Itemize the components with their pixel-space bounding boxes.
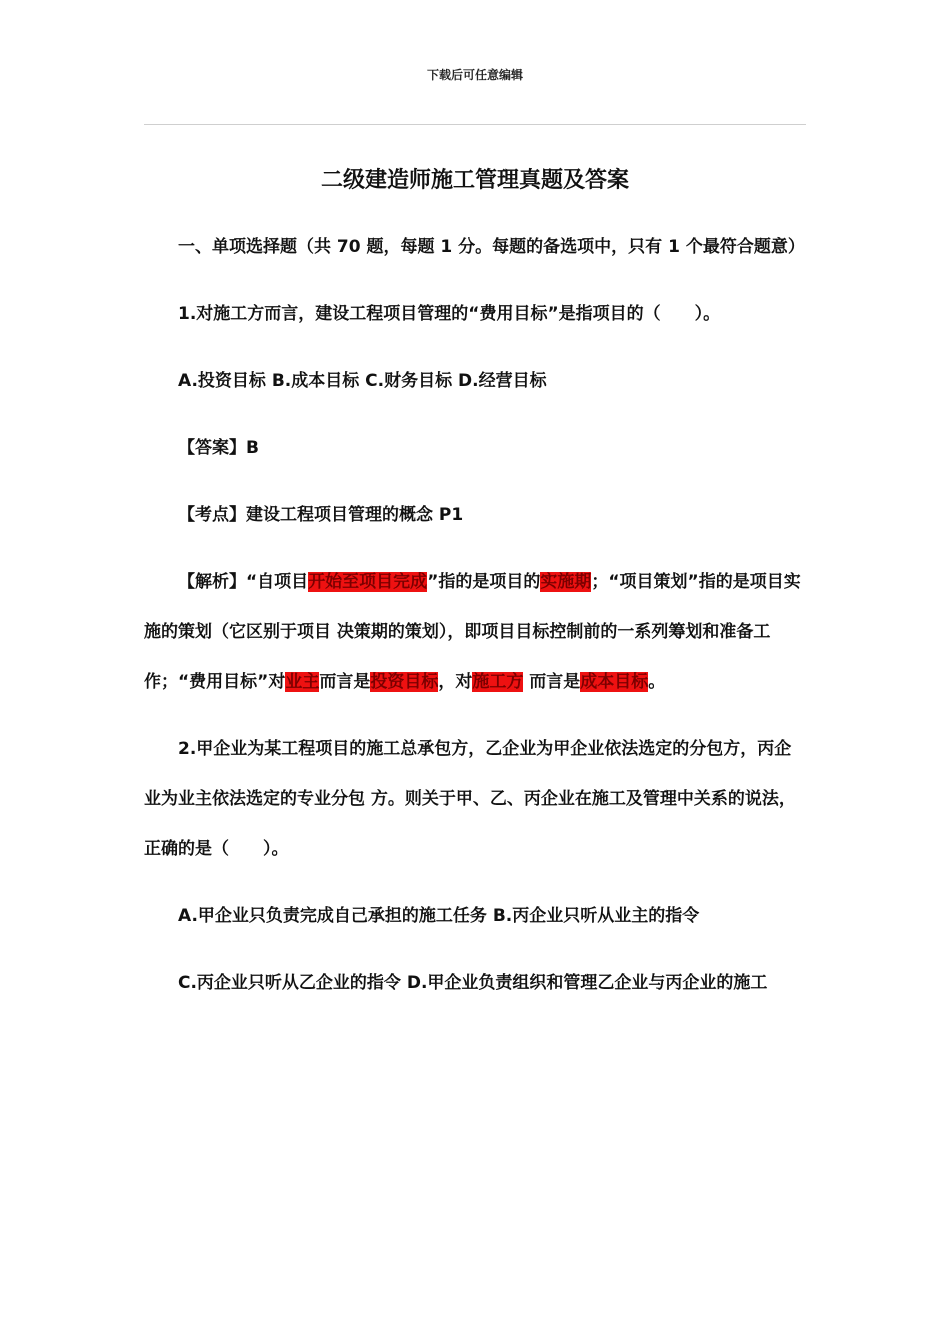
highlight-text: 实施期 (540, 572, 592, 592)
analysis-text: 而言是 (319, 672, 371, 692)
section-intro: 一、单项选择题（共 70 题，每题 1 分。每题的备选项中，只有 1 个最符合题意） (178, 237, 805, 257)
analysis-text: 【解析】“自项目 (178, 572, 309, 592)
analysis-text: ；“项目策划”指的是项目实施的策划（它区别于项目 决策期的策划），即项目目标控制前的一系列筹划和准备工作；“费用目标”对 (144, 572, 801, 692)
document-body (144, 222, 806, 1025)
question-2-options-1: A.甲企业只负责完成自己承担的施工任务 B.丙企业只听从业主的指令 (178, 906, 700, 926)
question-2-options-2: C.丙企业只听从乙企业的指令 D.甲企业负责组织和管理乙企业与丙企业的施工 (178, 973, 768, 993)
analysis-text: 。 (648, 672, 666, 692)
highlight-text: 开始至项目完成 (308, 572, 428, 592)
analysis-text: 而言是 (523, 672, 581, 692)
header-divider (144, 124, 806, 125)
question-1-point: 【考点】建设工程项目管理的概念 P1 (178, 505, 464, 525)
question-2-stem: 2.甲企业为某工程项目的施工总承包方，乙企业为甲企业依法选定的分包方，丙企业为业主依法选定的专业分包 方。则关于甲、乙、丙企业在施工及管理中关系的说法，正确的是（ ）。 (144, 739, 796, 859)
question-1-analysis (144, 557, 806, 707)
question-1-options: A.投资目标 B.成本目标 C.财务目标 D.经营目标 (178, 371, 547, 391)
highlight-text: 业主 (285, 672, 320, 692)
analysis-text: ，对 (438, 672, 473, 692)
analysis-text: ”指的是项目的 (427, 572, 541, 592)
document-title: 二级建造师施工管理真题及答案 (320, 168, 629, 193)
page-header: 下载后可任意编辑 (426, 68, 523, 82)
highlight-text: 投资目标 (370, 672, 439, 692)
highlight-text: 成本目标 (580, 672, 649, 692)
question-1-answer: 【答案】B (178, 438, 259, 458)
question-1-stem: 1.对施工方而言，建设工程项目管理的“费用目标”是指项目的（ ）。 (178, 304, 721, 324)
highlight-text: 施工方 (472, 672, 524, 692)
